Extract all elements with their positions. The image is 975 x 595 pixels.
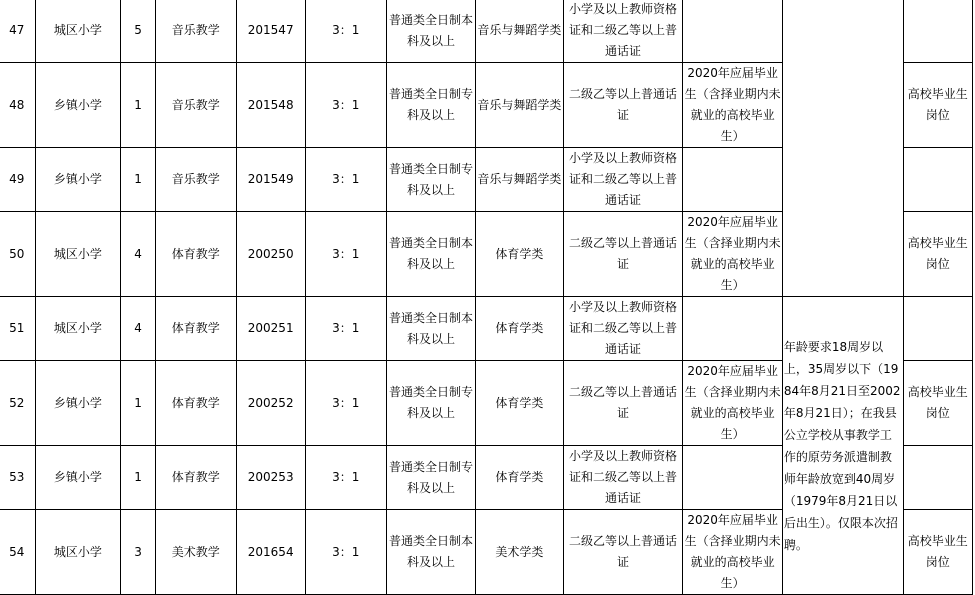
cell-code: 201547 [236,0,305,63]
cell-empty [782,0,903,297]
cell-edu: 普通类全日制专科及以上 [386,446,475,510]
cell-cert: 二级乙等以上普通话证 [563,63,683,148]
cell-count: 1 [121,446,156,510]
table-row [0,297,973,361]
cell-code: 200251 [236,297,305,361]
cell-edu: 普通类全日制专科及以上 [386,63,475,148]
cell-major: 美术学类 [476,510,563,595]
cell-edu: 普通类全日制本科及以上 [386,212,475,297]
cell-cert: 小学及以上教师资格证和二级乙等以上普通话证 [563,0,683,63]
cell-code: 201549 [236,148,305,212]
cell-count: 3 [121,510,156,595]
cell-ratio: 3：1 [305,212,386,297]
cell-subject: 音乐教学 [155,63,236,148]
cell-subject: 体育教学 [155,212,236,297]
cell-edu: 普通类全日制本科及以上 [386,510,475,595]
cell-no: 52 [0,361,35,446]
cell-note [903,297,972,361]
cell-target [683,297,782,361]
cell-edu: 普通类全日制本科及以上 [386,297,475,361]
cell-cert: 小学及以上教师资格证和二级乙等以上普通话证 [563,446,683,510]
cell-note: 高校毕业生岗位 [903,361,972,446]
cell-count: 1 [121,63,156,148]
cell-subject: 音乐教学 [155,148,236,212]
cell-count: 4 [121,297,156,361]
cell-age-requirement: 年龄要求18周岁以上，35周岁以下（1984年8月21日至2002年8月21日）；在我县公立学校从事教学工作的原劳务派遣制教师年龄放宽到40周岁（1979年8月21日以后出生）。仅限本次招聘。 [782,297,903,595]
cell-ratio: 3：1 [305,361,386,446]
cell-subject: 美术教学 [155,510,236,595]
cell-major: 体育学类 [476,446,563,510]
cell-ratio: 3：1 [305,446,386,510]
cell-ratio: 3：1 [305,63,386,148]
cell-no: 53 [0,446,35,510]
cell-major: 音乐与舞蹈学类 [476,63,563,148]
cell-no: 50 [0,212,35,297]
cell-edu: 普通类全日制本科及以上 [386,0,475,63]
cell-no: 47 [0,0,35,63]
cell-major: 体育学类 [476,361,563,446]
cell-ratio: 3：1 [305,510,386,595]
cell-note: 高校毕业生岗位 [903,510,972,595]
cell-code: 200250 [236,212,305,297]
cell-ratio: 3：1 [305,148,386,212]
cell-target: 2020年应届毕业生（含择业期内未就业的高校毕业生） [683,361,782,446]
cell-no: 54 [0,510,35,595]
cell-unit: 城区小学 [35,297,121,361]
cell-target [683,446,782,510]
cell-no: 48 [0,63,35,148]
cell-note [903,148,972,212]
cell-target [683,0,782,63]
cell-subject: 音乐教学 [155,0,236,63]
cell-major: 体育学类 [476,297,563,361]
cell-unit: 城区小学 [35,0,121,63]
cell-ratio: 3：1 [305,0,386,63]
cell-cert: 二级乙等以上普通话证 [563,510,683,595]
cell-count: 1 [121,148,156,212]
cell-cert: 二级乙等以上普通话证 [563,361,683,446]
cell-ratio: 3：1 [305,297,386,361]
cell-note [903,446,972,510]
cell-count: 5 [121,0,156,63]
cell-unit: 城区小学 [35,212,121,297]
cell-subject: 体育教学 [155,361,236,446]
cell-unit: 乡镇小学 [35,63,121,148]
cell-major: 音乐与舞蹈学类 [476,0,563,63]
cell-major: 体育学类 [476,212,563,297]
cell-count: 4 [121,212,156,297]
table-row [0,0,973,63]
cell-target [683,148,782,212]
cell-edu: 普通类全日制专科及以上 [386,361,475,446]
cell-code: 201548 [236,63,305,148]
cell-target: 2020年应届毕业生（含择业期内未就业的高校毕业生） [683,510,782,595]
cell-code: 201654 [236,510,305,595]
cell-note: 高校毕业生岗位 [903,63,972,148]
cell-note: 高校毕业生岗位 [903,212,972,297]
cell-cert: 二级乙等以上普通话证 [563,212,683,297]
cell-target: 2020年应届毕业生（含择业期内未就业的高校毕业生） [683,63,782,148]
cell-no: 51 [0,297,35,361]
cell-cert: 小学及以上教师资格证和二级乙等以上普通话证 [563,297,683,361]
cell-major: 音乐与舞蹈学类 [476,148,563,212]
cell-subject: 体育教学 [155,297,236,361]
cell-unit: 城区小学 [35,510,121,595]
cell-edu: 普通类全日制专科及以上 [386,148,475,212]
cell-subject: 体育教学 [155,446,236,510]
cell-unit: 乡镇小学 [35,361,121,446]
cell-count: 1 [121,361,156,446]
cell-code: 200253 [236,446,305,510]
cell-code: 200252 [236,361,305,446]
cell-unit: 乡镇小学 [35,148,121,212]
cell-note [903,0,972,63]
cell-cert: 小学及以上教师资格证和二级乙等以上普通话证 [563,148,683,212]
cell-unit: 乡镇小学 [35,446,121,510]
cell-no: 49 [0,148,35,212]
cell-target: 2020年应届毕业生（含择业期内未就业的高校毕业生） [683,212,782,297]
